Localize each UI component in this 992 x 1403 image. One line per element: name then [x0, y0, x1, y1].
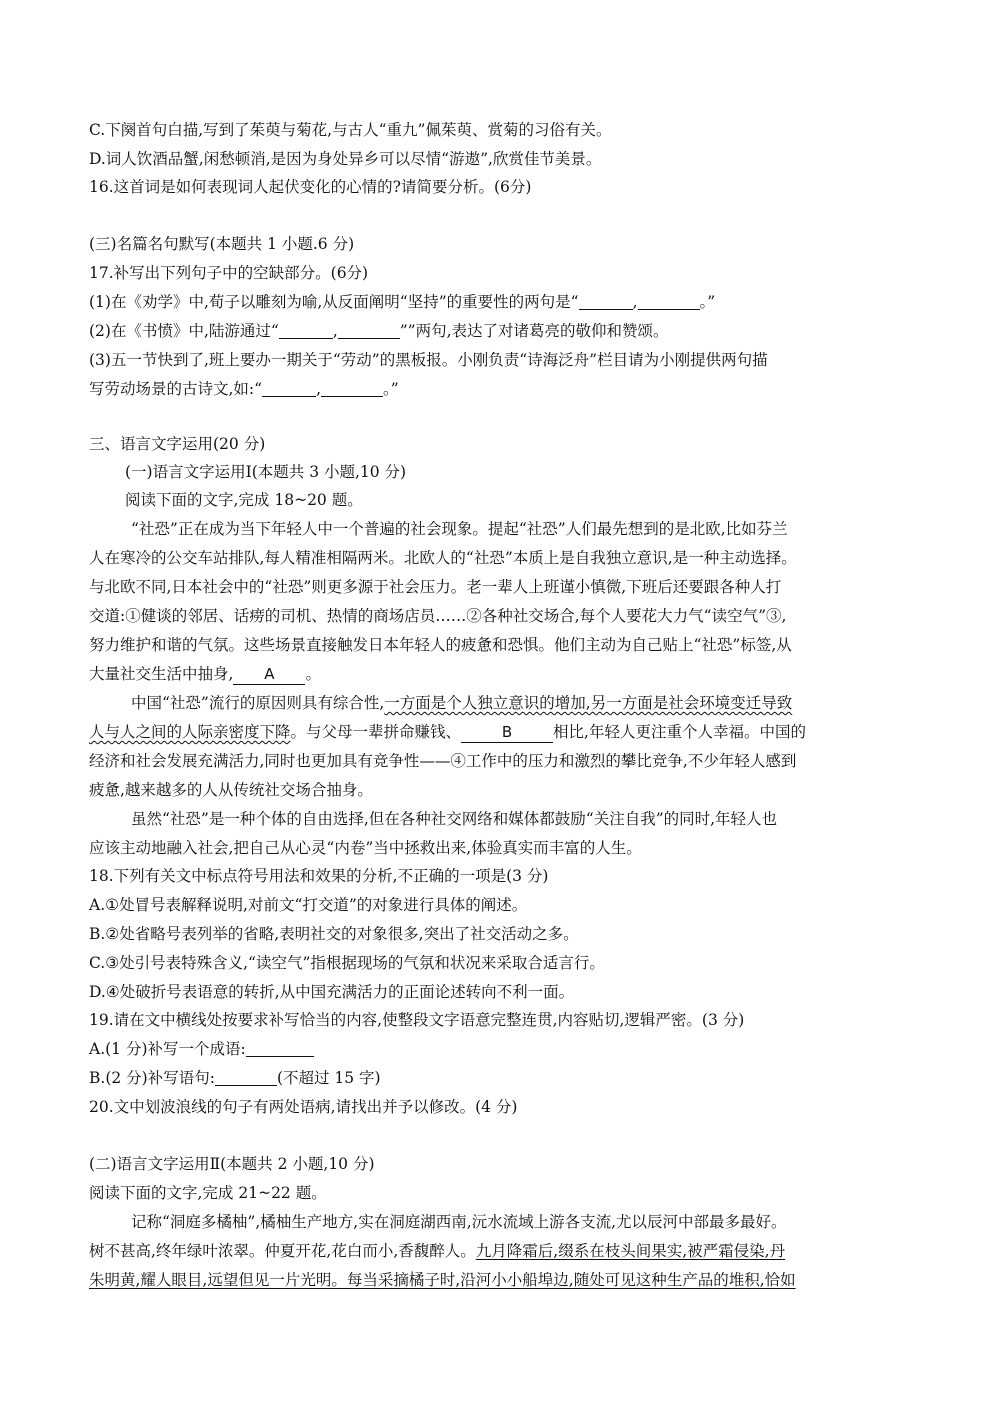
paragraph-line [89, 722, 806, 743]
answer-blank[interactable] [579, 295, 633, 310]
q18-option-b: B.②处省略号表列举的省略,表明社交的对象很多,突出了社交活动之多。 [89, 925, 579, 943]
part-1-instruction: 阅读下面的文字,完成 18~20 题。 [125, 491, 363, 509]
answer-blank[interactable] [279, 324, 333, 339]
question-17: 17.补写出下列句子中的空缺部分。(6分) [89, 264, 369, 282]
q18-option-a: A.①处冒号表解释说明,对前文“打交道”的对象进行具体的阐述。 [89, 896, 528, 914]
q19-a-text: A.(1 分)补写一个成语: [89, 1040, 246, 1058]
section-dictation-heading: (三)名篇名句默写(本题共 1 小题.6 分) [89, 235, 355, 253]
separator: , [632, 293, 638, 311]
blank-b[interactable]: B [461, 722, 553, 743]
paragraph-line: “社恐”正在成为当下年轻人中一个普遍的社会现象。提起“社恐”人们最先想到的是北欧,比如芬兰 [131, 520, 788, 538]
answer-blank[interactable] [246, 1042, 314, 1057]
q18-option-c: C.③处引号表特殊含义,“读空气”指根据现场的气氛和状况来采取合适言行。 [89, 954, 605, 972]
answer-blank[interactable] [638, 295, 700, 310]
q17-item-3-line1: (3)五一节快到了,班上要办一期关于“劳动”的黑板报。小刚负责“诗海泛舟”栏目请为小刚提供两句描 [89, 351, 768, 369]
paragraph-text: 。 [305, 665, 321, 683]
q17-item3-text: 写劳动场景的古诗文,如:“ [89, 380, 263, 398]
answer-blank[interactable] [321, 382, 383, 397]
paragraph-line: 应该主动地融入社会,把自己从心灵“内卷”当中拯救出来,体验真实而丰富的人生。 [89, 839, 642, 857]
q19-b-limit: (不超过 15 字) [276, 1069, 381, 1087]
q19-part-a [89, 1039, 314, 1059]
paragraph-line: 努力维护和谐的气氛。这些场景直接触发日本年轻人的疲惫和恐惧。他们主动为自己贴上“社恐”标签,从 [89, 636, 792, 654]
paragraph-line [89, 1270, 796, 1290]
paragraph-text: 大量社交生活中抽身, [89, 665, 234, 683]
underlined-sentence: 九月降霜后,缀系在枝头间果实,被严霜侵染,丹 [475, 1242, 786, 1260]
answer-blank[interactable] [338, 324, 400, 339]
paragraph-text: 相比,年轻人更注重个人幸福。中国的 [553, 723, 806, 741]
wavy-sentence: 人与人之间的人际亲密度下降 [89, 723, 291, 741]
paragraph-line [131, 693, 792, 713]
paragraph-line: 与北欧不同,日本社会中的“社恐”则更多源于社会压力。老一辈人上班谨小慎微,下班后还要跟各种人打 [89, 578, 782, 596]
separator: , [332, 322, 338, 340]
answer-blank[interactable] [215, 1071, 277, 1086]
q17-item2-text: (2)在《书愤》中,陆游通过“ [89, 322, 279, 340]
question-18: 18.下列有关文中标点符号用法和效果的分析,不正确的一项是(3 分) [89, 867, 549, 885]
part-2-instruction: 阅读下面的文字,完成 21~22 题。 [89, 1184, 327, 1202]
paragraph-line [89, 1241, 785, 1261]
answer-blank[interactable] [262, 382, 316, 397]
question-20: 20.文中划波浪线的句子有两处语病,请找出并予以修改。(4 分) [89, 1098, 518, 1116]
question-19: 19.请在文中横线处按要求补写恰当的内容,使整段文字语意完整连贯,内容贴切,逻辑严密。(3 分) [89, 1011, 745, 1029]
paragraph-line: 交道:①健谈的邻居、话痨的司机、热情的商场店员……②各种社交场合,每个人要花大力气“读空气”③, [89, 607, 787, 625]
q17-item-1 [89, 292, 715, 312]
question-16: 16.这首词是如何表现词人起伏变化的心情的?请简要分析。(6分) [89, 178, 532, 196]
section-3-heading: 三、语言文字运用(20 分) [89, 435, 266, 453]
paragraph-line: 经济和社会发展充满活力,同时也更加具有竞争性——④工作中的压力和激烈的攀比竞争,不少年轻人感到 [89, 752, 797, 770]
part-2-heading: (二)语言文字运用Ⅱ(本题共 2 小题,10 分) [89, 1155, 375, 1173]
q18-option-d: D.④处破折号表语意的转折,从中国充满活力的正面论述转向不利一面。 [89, 983, 575, 1001]
paragraph-line: 人在寒冷的公交车站排队,每人精准相隔两米。北欧人的“社恐”本质上是自我独立意识,是一种主动选择。 [89, 549, 797, 567]
q17-item1-text: (1)在《劝学》中,荀子以雕刻为喻,从反面阐明“坚持”的重要性的两句是“ [89, 293, 579, 311]
q19-b-text: B.(2 分)补写语句: [89, 1069, 215, 1087]
closing-quote: 。” [699, 293, 716, 311]
paragraph-text: 树不甚高,终年绿叶浓翠。仲夏开花,花白而小,香馥醉人。 [89, 1242, 476, 1260]
q17-item-3-line2 [89, 379, 399, 399]
paragraph-line [89, 664, 321, 685]
part-1-heading: (一)语言文字运用Ⅰ(本题共 3 小题,10 分) [125, 463, 407, 481]
q15-option-c: C.下阕首句白描,写到了茱萸与菊花,与古人“重九”佩茱萸、赏菊的习俗有关。 [89, 121, 612, 139]
paragraph-line: 记称“洞庭多橘柚”,橘柚生产地方,实在洞庭湖西南,沅水流域上游各支流,尤以辰河中部最多最好。 [131, 1213, 787, 1231]
paragraph-line: 疲惫,越来越多的人从传统社交场合抽身。 [89, 781, 373, 799]
closing-quote: 。” [383, 380, 399, 398]
q17-item-2 [89, 321, 669, 341]
q19-part-b [89, 1068, 381, 1088]
blank-a[interactable]: A [233, 664, 305, 685]
paragraph-text: 。与父母一辈拼命赚钱、 [290, 723, 462, 741]
separator: , [316, 380, 322, 398]
underlined-sentence: 朱明黄,耀人眼目,远望但见一片光明。每当采摘橘子时,沿河小小船埠边,随处可见这种生产品的堆积,恰如 [89, 1271, 796, 1289]
q15-option-d: D.词人饮酒品蟹,闲愁顿消,是因为身处异乡可以尽情“游遨”,欣赏佳节美景。 [89, 150, 602, 168]
closing-text: ””两句,表达了对诸葛亮的敬仰和赞颂。 [399, 322, 669, 340]
paragraph-line: 虽然“社恐”是一种个体的自由选择,但在各种社交网络和媒体都鼓励“关注自我”的同时,年轻人也 [131, 810, 778, 828]
paragraph-text: 中国“社恐”流行的原因则具有综合性, [131, 694, 385, 712]
wavy-sentence: 一方面是个人独立意识的增加,另一方面是社会环境变迁导致 [384, 694, 793, 712]
